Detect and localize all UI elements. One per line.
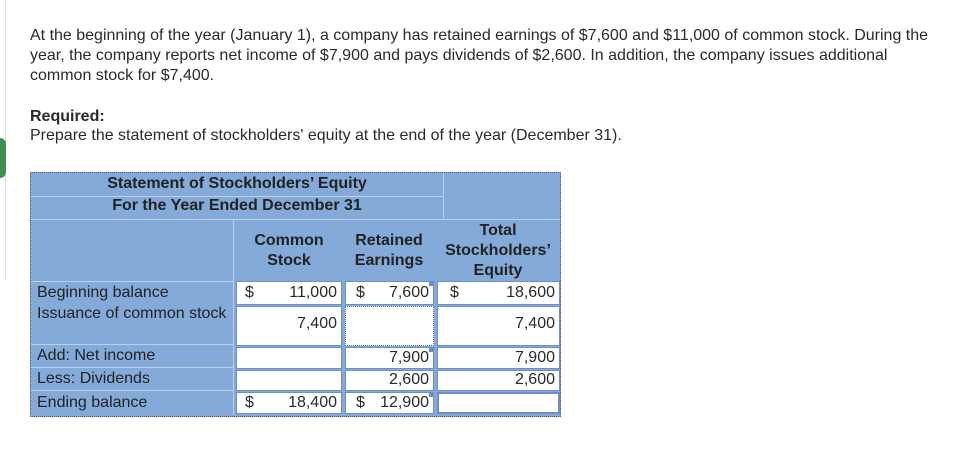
dollar-sign: $ (245, 394, 254, 411)
total-equity-net-income-cell[interactable] (437, 347, 560, 369)
row-label-beginning-balance: Beginning balance (37, 284, 169, 301)
cell-corner-marker (429, 348, 433, 352)
required-label: Required: (30, 108, 105, 125)
label-col-border (233, 219, 234, 415)
cell-value: 7,900 (514, 349, 555, 366)
cell-corner-marker (429, 282, 433, 286)
label-row-divider (31, 281, 234, 282)
label-row-divider (31, 344, 234, 345)
dollar-sign: $ (356, 284, 365, 301)
row-label-ending-balance: Ending balance (37, 394, 148, 411)
common-stock-dividends-cell[interactable] (236, 370, 342, 391)
total-equity-issuance-cell[interactable] (437, 306, 560, 346)
statement-title: Statement of Stockholders’ Equity (107, 175, 367, 192)
cell-value: 2,600 (514, 371, 555, 388)
cell-value: 18,600 (506, 284, 555, 301)
cell-corner-marker (429, 393, 433, 397)
retained-earnings-ending-cell[interactable] (345, 392, 434, 414)
cell-value: 7,400 (296, 315, 337, 332)
statement-period: For the Year Ended December 31 (112, 197, 362, 214)
common-stock-beginning-cell[interactable] (236, 281, 342, 305)
dollar-sign: $ (245, 284, 254, 301)
dollar-sign: $ (356, 394, 365, 411)
title-right-border (443, 173, 444, 219)
cell-value: 7,400 (514, 315, 555, 332)
label-row-divider (31, 390, 234, 391)
common-stock-net-income-cell[interactable] (236, 347, 342, 369)
required-text: Prepare the statement of stockholders' equity at the end of the year (December 31). (30, 127, 622, 144)
retained-earnings-header: Retained Earnings (354, 232, 424, 269)
dollar-sign: $ (450, 284, 459, 301)
row-label-net-income: Add: Net income (37, 347, 156, 364)
retained-earnings-net-income-cell[interactable] (345, 347, 434, 369)
cell-value: 7,900 (388, 349, 429, 366)
cell-value: 11,000 (289, 284, 337, 301)
retained-earnings-beginning-cell[interactable] (345, 281, 434, 305)
total-equity-header: Total Stockholders’ Equity (445, 222, 551, 279)
retained-earnings-issuance-cell[interactable] (345, 306, 434, 346)
label-row-divider (31, 367, 234, 368)
problem-text: At the beginning of the year (January 1), a company has retained earnings of $7,600 and $11,000 of common stock. During the year, the company reports net income of $7,900 and pays dividends of $2,600. In addition, the company issues additional common stock for $7,400. (30, 27, 929, 84)
cell-value: 18,400 (288, 394, 337, 411)
total-equity-beginning-cell[interactable] (437, 281, 560, 305)
row-label-dividends: Less: Dividends (37, 370, 150, 387)
common-stock-header: Common Stock (254, 232, 324, 269)
header-divider (31, 219, 560, 220)
total-equity-dividends-cell[interactable] (437, 370, 560, 391)
common-stock-issuance-cell[interactable] (236, 306, 342, 346)
cell-value: 2,600 (388, 371, 429, 388)
total-equity-ending-cell[interactable] (437, 392, 560, 414)
cell-value: 12,900 (380, 394, 429, 411)
common-stock-ending-cell[interactable] (236, 392, 342, 414)
cell-value: 7,600 (388, 284, 429, 301)
row-label-issuance: Issuance of common stock (37, 305, 227, 322)
stockholders-equity-statement (30, 172, 561, 417)
question-status-tab[interactable] (0, 138, 6, 178)
retained-earnings-dividends-cell[interactable] (345, 370, 434, 391)
